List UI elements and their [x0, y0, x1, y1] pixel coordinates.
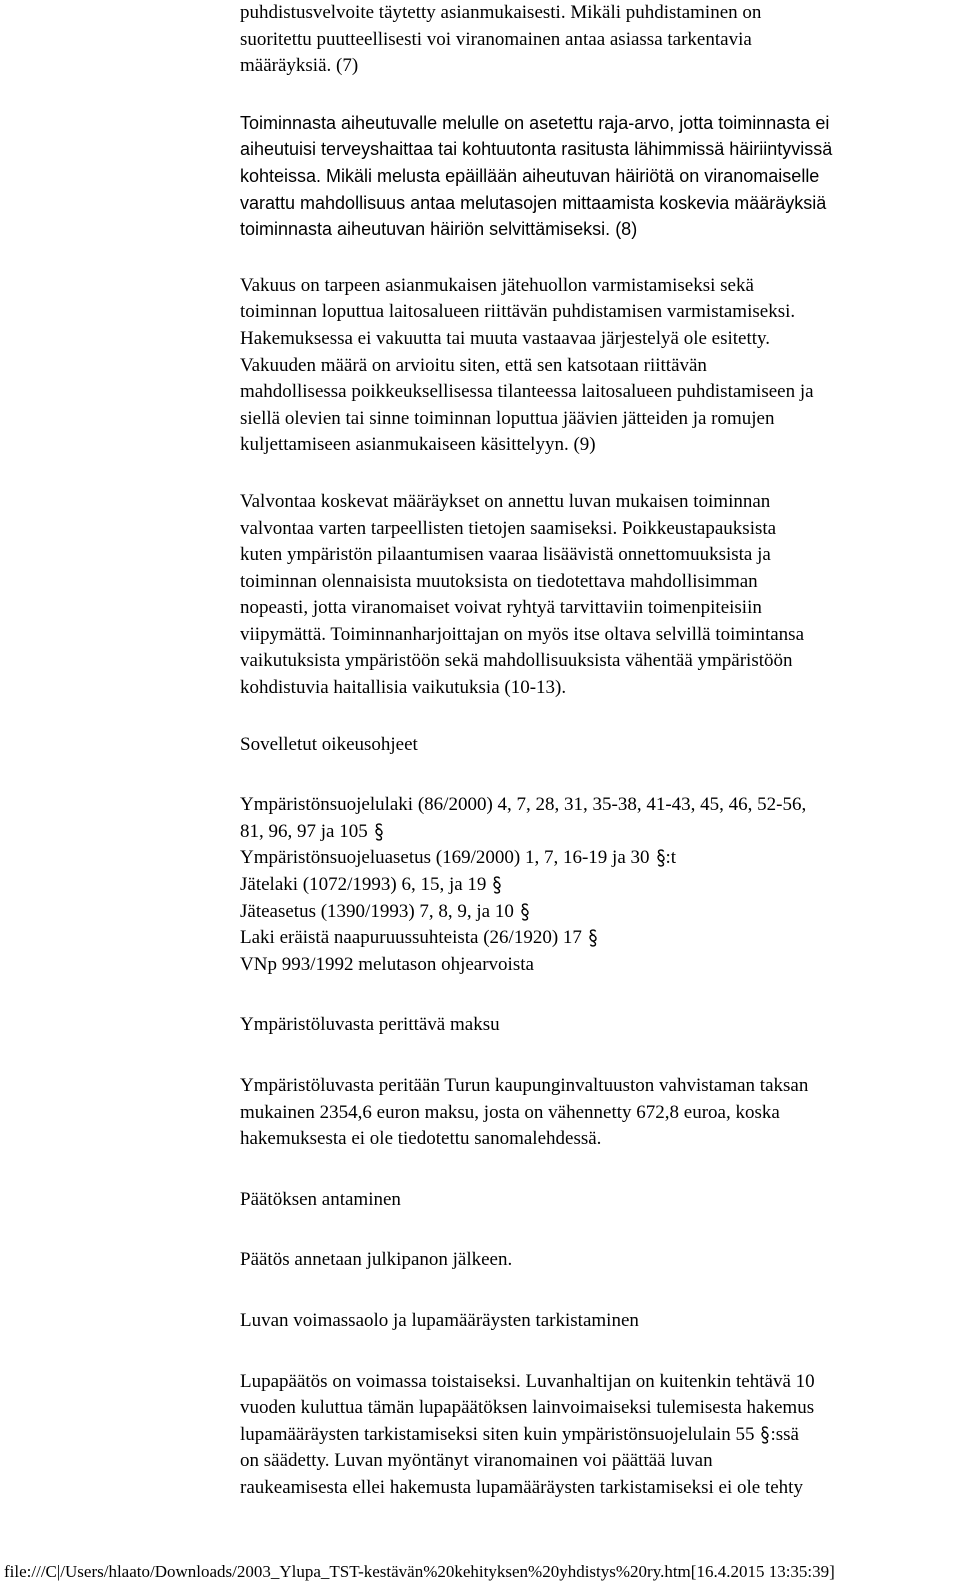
text-fragment: :ssä: [770, 1423, 799, 1445]
legal-text: Laki eräistä naapuruussuhteista (26/1920) 17: [240, 927, 582, 949]
text-line: kohdistuvia haitallisia vaikutuksia (10-13).: [240, 677, 567, 699]
section-heading: Ympäristöluvasta perittävä maksu: [240, 1014, 500, 1036]
section-heading: Sovelletut oikeusohjeet: [240, 733, 418, 755]
text-fragment: lupamääräysten tarkistamiseksi siten kuin ympäristönsuojelulain 55: [240, 1423, 755, 1445]
text-line: Lupapäätös on voimassa toistaiseksi. Luvanhaltijan on kuitenkin tehtävä 10: [240, 1370, 815, 1392]
legal-text: Jätelaki (1072/1993) 6, 15, ja 19: [240, 874, 487, 896]
legal-line: [240, 872, 945, 899]
paragraph-cleaning: [240, 0, 945, 80]
section-sign-icon: [374, 822, 384, 842]
text-line: Vakuus on tarpeen asianmukaisen jätehuollon varmistamiseksi sekä: [240, 274, 754, 296]
legal-line: [240, 819, 945, 846]
text-line: raukeamisesta ellei hakemusta lupamääräysten tarkistamiseksi ei ole tehty: [240, 1476, 803, 1498]
text-line: viipymättä. Toiminnanharjoittajan on myös itse oltava selvillä toimintansa: [240, 623, 804, 645]
legal-line: Ympäristönsuojelulaki (86/2000) 4, 7, 28, 31, 35-38, 41-43, 45, 46, 52-56,: [240, 794, 807, 816]
document-body: [240, 0, 945, 1502]
text-line: hakemuksesta ei ole tiedotettu sanomalehdessä.: [240, 1128, 602, 1150]
legal-line: VNp 993/1992 melutason ohjearvoista: [240, 953, 534, 975]
text-line: vaikutuksista ympäristöön sekä mahdollisuuksista vähentää ympäristöön: [240, 650, 793, 672]
legal-line: [240, 845, 945, 872]
text-line: toiminnasta aiheutuvan häiriön selvittämiseksi. (8): [240, 219, 638, 240]
text-line: aiheutuisi terveyshaittaa tai kohtuutonta rasitusta lähimmissä häiriintyvissä: [240, 139, 833, 160]
heading-decision: [240, 1187, 945, 1214]
text-line: valvontaa varten tarpeellisten tietojen saamiseksi. Poikkeustapauksista: [240, 517, 777, 539]
section-sign-icon: [656, 848, 666, 868]
text-line: Hakemuksessa ei vakuutta tai muuta vastaavaa järjestelyä ole esitetty.: [240, 327, 771, 349]
text-line: Ympäristöluvasta peritään Turun kaupunginvaltuuston vahvistaman taksan: [240, 1075, 809, 1096]
text-line: kuten ympäristön pilaantumisen vaaraa lisäävistä onnettomuuksista ja: [240, 544, 771, 566]
text-line: määräyksiä. (7): [240, 55, 359, 77]
paragraph-decision: [240, 1247, 945, 1274]
section-sign-icon: [520, 902, 530, 922]
paragraph-fee: [240, 1073, 945, 1153]
heading-validity: [240, 1308, 945, 1335]
text-line: varattu mahdollisuus antaa melutasojen mittaamista koskevia määräyksiä: [240, 192, 827, 213]
legal-line: [240, 899, 945, 926]
section-sign-icon: [588, 928, 598, 948]
paragraph-noise: [240, 110, 945, 243]
text-line: siellä olevien tai sinne toiminnan loputtua jäävien jätteiden ja romujen: [240, 407, 775, 429]
text-line: toiminnan loputtua laitosalueen riittävän puhdistamisen varmistamiseksi.: [240, 301, 796, 323]
paragraph-validity: [240, 1369, 945, 1502]
text-line: Toiminnasta aiheutuvalle melulle on asetettu raja-arvo, jotta toiminnasta ei: [240, 112, 830, 133]
text-line: kuljettamiseen asianmukaiseen käsittelyyn. (9): [240, 434, 596, 456]
text-line: nopeasti, jotta viranomaiset voivat ryhtyä tarvittaviin toimenpiteisiin: [240, 597, 762, 619]
paragraph-monitoring: [240, 489, 945, 702]
text-line: Päätös annetaan julkipanon jälkeen.: [240, 1249, 513, 1271]
legal-text: :t: [665, 847, 677, 869]
section-heading: Luvan voimassaolo ja lupamääräysten tarkistaminen: [240, 1309, 639, 1331]
text-line: on säädetty. Luvan myöntänyt viranomainen voi päättää luvan: [240, 1450, 713, 1472]
text-line: suoritettu puutteellisesti voi viranomainen antaa asiassa tarkentavia: [240, 28, 752, 50]
legal-text: Ympäristönsuojeluasetus (169/2000) 1, 7, 16-19 ja 30: [240, 847, 650, 869]
text-line: vuoden kuluttua tämän lupapäätöksen lainvoimaiseksi tulemisesta hakemus: [240, 1397, 815, 1419]
text-line: mukainen 2354,6 euron maksu, josta on vähennetty 672,8 euroa, koska: [240, 1101, 780, 1123]
section-sign-icon: [760, 1425, 770, 1445]
legal-text: 81, 96, 97 ja 105: [240, 820, 368, 842]
text-line: toiminnan olennaisista muutoksista on tiedotettava mahdollisimman: [240, 570, 758, 592]
text-line: Valvontaa koskevat määräykset on annettu luvan mukaisen toiminnan: [240, 490, 771, 512]
paragraph-security: [240, 273, 945, 459]
text-line: Vakuuden määrä on arvioitu siten, että sen katsotaan riittävän: [240, 354, 707, 376]
text-line: mahdollisessa poikkeuksellisessa tilanteessa laitosalueen puhdistamiseen ja: [240, 381, 814, 403]
legal-references: [240, 792, 945, 978]
text-line: puhdistusvelvoite täytetty asianmukaisesti. Mikäli puhdistaminen on: [240, 2, 762, 23]
file-path-footer: file:///C|/Users/hlaato/Downloads/2003_Ylupa_TST-kestävän%20kehityksen%20yhdistys%20ry.htm[16.4.2015 13:35:39]: [4, 1562, 835, 1581]
text-line: kohteissa. Mikäli melusta epäillään aiheutuvan häiriötä on viranomaiselle: [240, 165, 820, 186]
legal-text: Jäteasetus (1390/1993) 7, 8, 9, ja 10: [240, 900, 514, 922]
legal-line: [240, 925, 945, 952]
section-sign-icon: [492, 875, 502, 895]
text-line: [240, 1422, 945, 1449]
heading-fee: [240, 1012, 945, 1039]
section-heading: Päätöksen antaminen: [240, 1188, 401, 1210]
heading-applied-law: [240, 732, 945, 759]
